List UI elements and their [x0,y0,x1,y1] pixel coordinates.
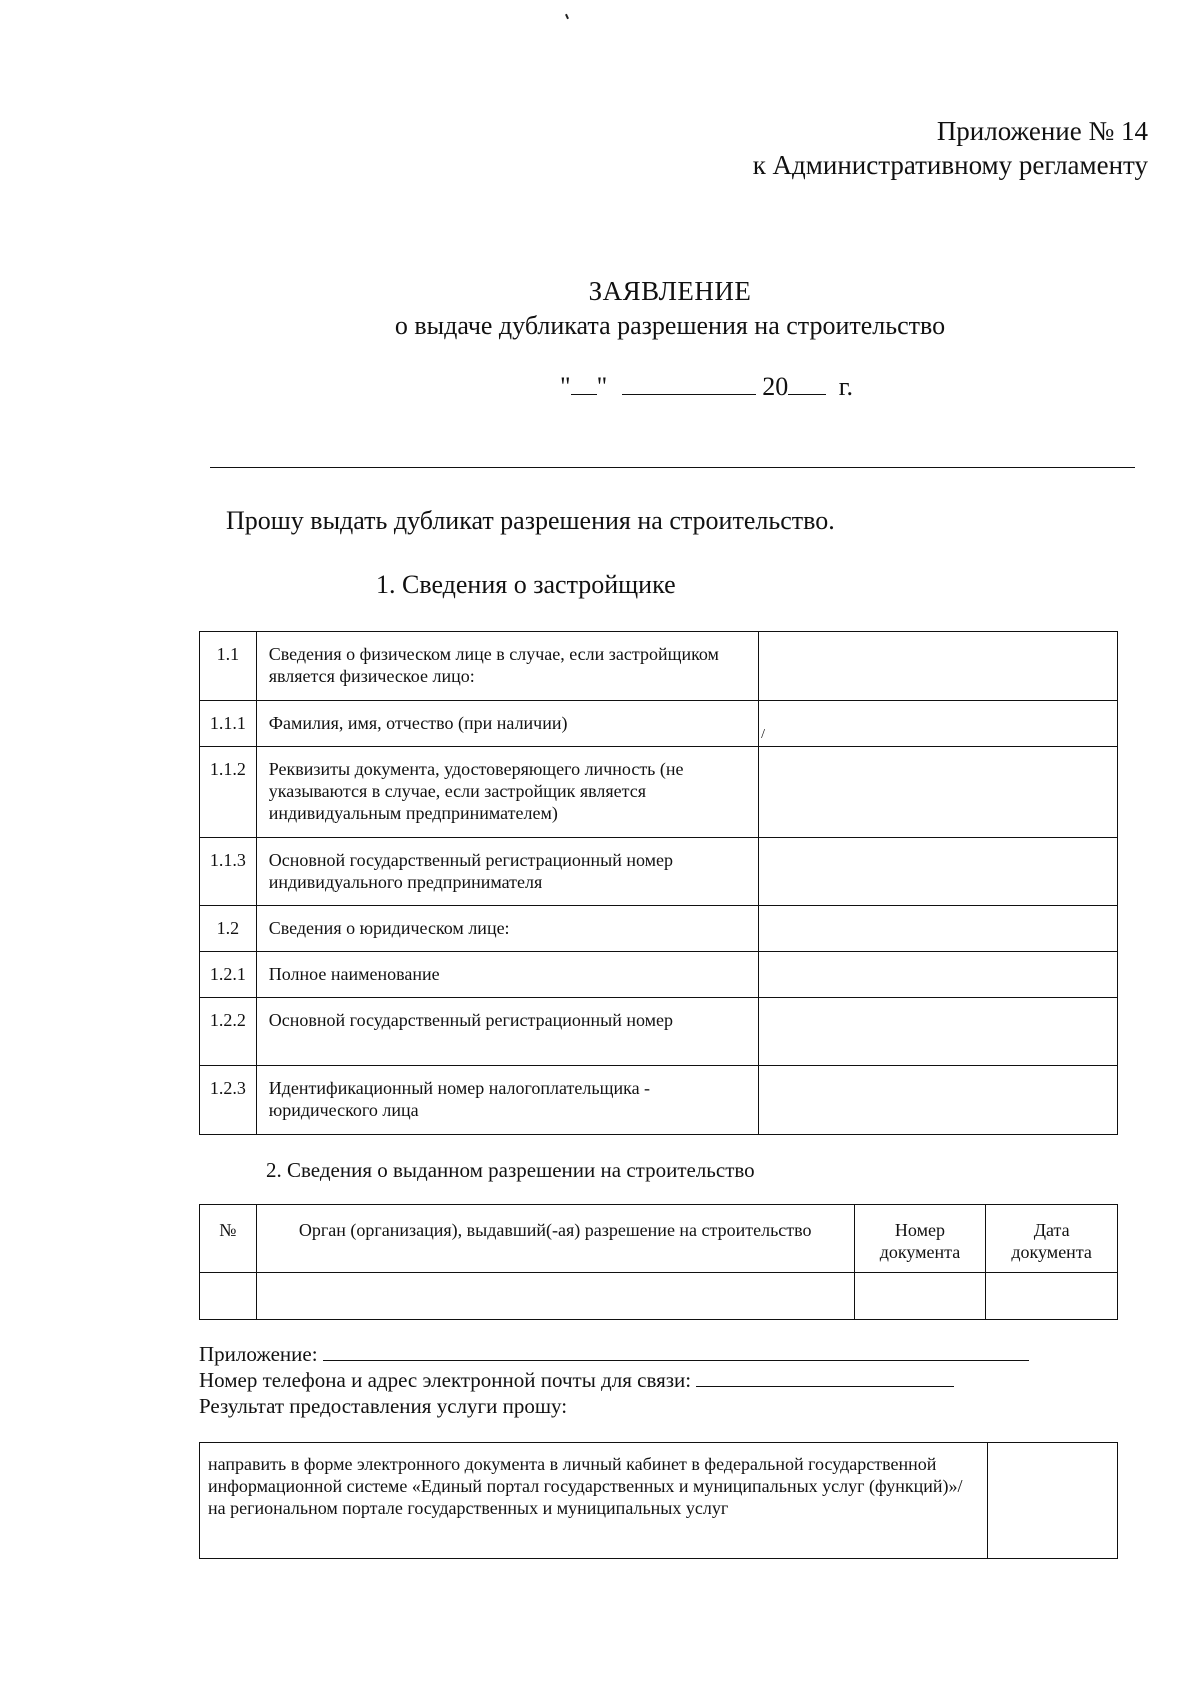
result-option-text: направить в форме электронного документа в личный кабинет в федеральной государственной информационной системе «Единый портал государственных и муниципальных услуг (функций)»/на региональном портале государственных и муниципальных услуг [200,1443,988,1559]
row-value-field[interactable] [759,998,1118,1066]
developer-info-table [199,631,1118,1135]
appendix-note [753,114,1148,182]
attachment-label: Приложение: [199,1342,318,1366]
appendix-number: Приложение № 14 [936,116,1148,146]
month-blank[interactable] [622,372,756,395]
row-number: 1.2 [200,906,257,952]
cell-doc-date-field[interactable] [986,1273,1118,1320]
row-value-field[interactable] [759,632,1118,701]
table-row [200,998,1118,1066]
table-row [200,747,1118,838]
row-label: Сведения о физическом лице в случае, если застройщиком является физическое лицо: [256,632,758,701]
result-options-table [199,1442,1118,1559]
scan-speck [565,14,569,19]
result-option-checkbox[interactable] [987,1443,1117,1559]
cell-authority-field[interactable] [256,1273,854,1320]
table-row [200,952,1118,998]
date-open-quote: " [560,372,571,401]
table-header-row [200,1205,1118,1273]
result-label: Результат предоставления услуги прошу: [199,1394,568,1418]
row-label: Сведения о юридическом лице: [256,906,758,952]
row-label: Реквизиты документа, удостоверяющего личность (не указываются в случае, если застройщик является индивидуальным предпринимателем) [256,747,758,838]
row-number: 1.1.1 [200,701,257,747]
cell-doc-number-field[interactable] [854,1273,986,1320]
row-label: Основной государственный регистрационный номер [256,998,758,1066]
year-suffix: г. [838,372,853,401]
year-blank[interactable] [788,372,826,395]
column-header-doc-date: Дата документа [986,1205,1118,1273]
column-header-authority: Орган (организация), выдавший(-ая) разрешение на строительство [256,1205,854,1273]
table-row [200,838,1118,906]
row-number: 1.1.3 [200,838,257,906]
row-value-field[interactable] [759,1066,1118,1135]
row-number: 1.1.2 [200,747,257,838]
table-row [200,1443,1118,1559]
contact-label: Номер телефона и адрес электронной почты для связи: [199,1368,692,1392]
applicant-blank-line[interactable] [210,467,1135,468]
row-number: 1.2.1 [200,952,257,998]
row-value-field[interactable] [759,701,1118,747]
table-row [200,1273,1118,1320]
issued-permit-table [199,1204,1118,1320]
column-header-doc-number: Номер документа [854,1205,986,1273]
row-value-field[interactable] [759,747,1118,838]
appendix-reference: к Административному регламенту [752,150,1148,180]
date-close-quote: " [596,372,608,401]
contact-line [199,1367,954,1393]
pen-mark-icon: / [761,727,765,742]
attachment-blank[interactable] [323,1342,1029,1361]
document-subtitle: о выдаче дубликата разрешения на строительство [394,311,946,340]
row-number: 1.2.2 [200,998,257,1066]
column-header-number: № [200,1205,257,1273]
row-value-field[interactable] [759,838,1118,906]
table-row [200,632,1118,701]
attachment-line [199,1341,1029,1367]
cell-number-field[interactable] [200,1273,257,1320]
row-value-field[interactable] [759,906,1118,952]
section2-heading: 2. Сведения о выданном разрешении на строительство [266,1158,755,1182]
contact-blank[interactable] [696,1368,954,1387]
table-row [200,1066,1118,1135]
row-label: Полное наименование [256,952,758,998]
row-label: Фамилия, имя, отчество (при наличии) [256,701,758,747]
day-blank[interactable] [571,372,597,395]
date-line [560,370,853,404]
year-prefix: 20 [762,372,789,401]
row-label: Идентификационный номер налогоплательщика - юридического лица [256,1066,758,1135]
request-text: Прошу выдать дубликат разрешения на строительство. [226,506,835,535]
row-number: 1.1 [200,632,257,701]
section1-heading: 1. Сведения о застройщике [376,570,676,599]
row-label: Основной государственный регистрационный номер индивидуального предпринимателя [256,838,758,906]
row-number: 1.2.3 [200,1066,257,1135]
document-title: ЗАЯВЛЕНИЕ [588,276,752,306]
table-row [200,701,1118,747]
row-value-field[interactable] [759,952,1118,998]
table-row [200,906,1118,952]
